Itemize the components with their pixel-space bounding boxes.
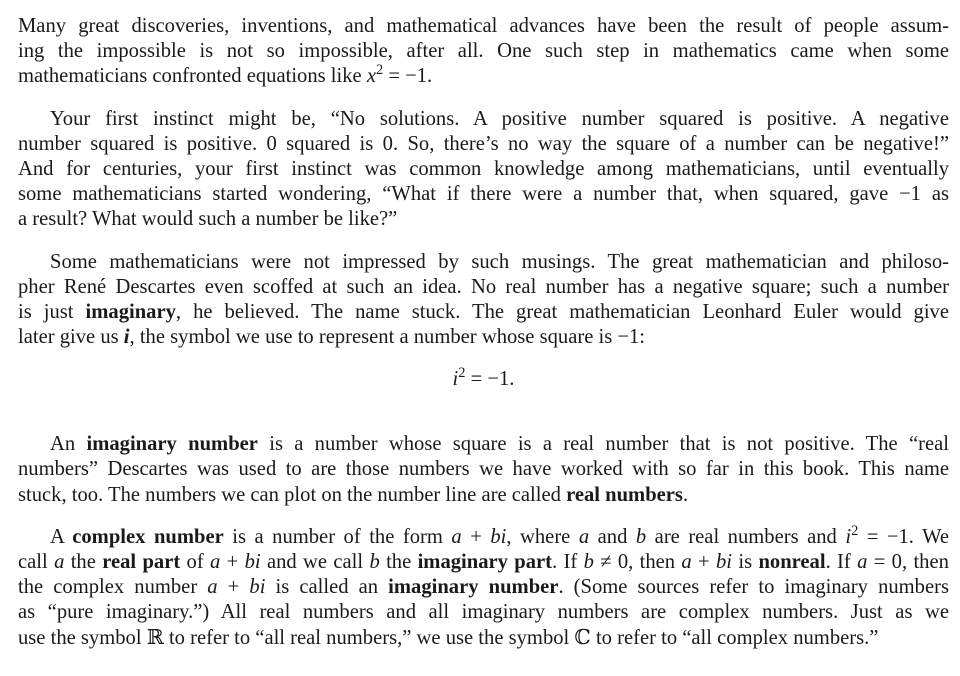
math-variable: a bbox=[578, 525, 590, 548]
superscript: 2 bbox=[375, 62, 384, 79]
text-line bbox=[18, 14, 949, 39]
text-line bbox=[18, 522, 950, 550]
math-variable: a bbox=[54, 551, 65, 573]
text-line bbox=[18, 207, 949, 232]
text-run: the bbox=[379, 551, 418, 573]
text-run: Some mathematicians were not impressed by such musings. The great mathematician and philoso- bbox=[50, 250, 949, 273]
math-variable: x bbox=[366, 65, 376, 88]
text-run: is just bbox=[18, 300, 86, 323]
bold-term: real numbers bbox=[566, 483, 683, 506]
text-run: the bbox=[64, 551, 103, 573]
text-run: the complex number bbox=[18, 576, 208, 599]
text-line bbox=[18, 483, 949, 508]
math-variable: b bbox=[369, 551, 380, 573]
bold-term: imaginary number bbox=[86, 433, 258, 456]
text-run: as “pure imaginary.”) All real numbers and all imaginary numbers are complex numbers. Just as we bbox=[18, 601, 949, 624]
text-run: is called an bbox=[265, 576, 389, 599]
text-run: pher René Descartes even scoffed at such an idea. No real number has a negative square; such a number bbox=[18, 275, 949, 298]
text-line bbox=[18, 457, 949, 482]
text-run: = −1. bbox=[383, 65, 433, 88]
text-line bbox=[18, 132, 949, 157]
bold-term: complex number bbox=[72, 525, 224, 548]
text-run: stuck, too. The numbers we can plot on the number line are called bbox=[18, 483, 567, 506]
text-run: , he believed. The name stuck. The great mathematician Leonhard Euler would give bbox=[175, 300, 949, 323]
text-run: . If bbox=[825, 551, 858, 573]
math-variable: b bbox=[583, 551, 594, 573]
text-run: . (Some sources refer to imaginary numbers bbox=[558, 576, 949, 599]
text-line bbox=[18, 39, 949, 64]
paragraph bbox=[18, 522, 950, 651]
text-run: and bbox=[589, 525, 636, 548]
bold-term: nonreal bbox=[758, 551, 826, 573]
text-run: + bbox=[691, 551, 716, 573]
text-line bbox=[18, 250, 949, 275]
superscript: 2 bbox=[458, 365, 466, 382]
math-variable: a bbox=[210, 551, 221, 573]
text-run: = 0, then bbox=[867, 551, 949, 573]
text-run: + bbox=[217, 576, 250, 599]
bold-term: real part bbox=[102, 551, 181, 573]
display-equation bbox=[18, 367, 949, 392]
text-run: some mathematicians started wondering, “What if there were a number that, when squared, gave −1 as bbox=[18, 183, 949, 206]
text-line bbox=[18, 64, 949, 89]
math-variable: bi bbox=[490, 525, 507, 548]
text-run: call bbox=[18, 551, 55, 573]
math-symbol: i bbox=[123, 326, 130, 349]
text-run: numbers” Descartes was used to are those numbers we have worked with so far in this book. This name bbox=[18, 458, 949, 481]
text-run: is bbox=[732, 551, 759, 573]
text-run: . If bbox=[552, 551, 584, 573]
text-run: = −1. bbox=[465, 368, 515, 391]
paragraph bbox=[18, 432, 949, 508]
math-variable: a bbox=[681, 551, 692, 573]
text-line bbox=[18, 182, 949, 207]
text-run: use the symbol ℝ to refer to “all real numbers,” we use the symbol ℂ to refer to “all complex numbers.” bbox=[18, 626, 879, 649]
text-run: Your first instinct might be, “No solutions. A positive number squared is positive. A negative bbox=[50, 107, 949, 130]
math-variable: b bbox=[635, 525, 647, 548]
bold-term: imaginary bbox=[85, 300, 176, 323]
math-variable: a bbox=[857, 551, 868, 573]
text-line bbox=[18, 325, 949, 350]
text-run: later give us bbox=[18, 326, 124, 349]
math-variable: bi bbox=[716, 551, 733, 573]
text-run: are real numbers and bbox=[646, 525, 846, 548]
text-line bbox=[18, 600, 949, 625]
text-line bbox=[18, 107, 949, 132]
math-variable: bi bbox=[244, 551, 261, 573]
document-page bbox=[18, 14, 949, 668]
text-run: is a number whose square is a real number that is not positive. The “real bbox=[257, 433, 949, 456]
text-line bbox=[18, 626, 949, 651]
text-run: + bbox=[461, 525, 491, 548]
superscript: 2 bbox=[851, 522, 859, 539]
math-variable: a bbox=[207, 576, 218, 599]
text-line bbox=[18, 575, 949, 600]
text-run: a result? What would such a number be like?” bbox=[18, 208, 398, 231]
paragraph bbox=[18, 14, 949, 90]
text-line bbox=[18, 300, 949, 325]
text-run: = −1. We bbox=[858, 525, 950, 548]
text-run: mathematicians confronted equations like bbox=[18, 65, 367, 88]
text-line bbox=[18, 275, 949, 300]
text-run: number squared is positive. 0 squared is 0. So, there’s no way the square of a number can be negative!” bbox=[18, 132, 949, 155]
paragraph bbox=[18, 250, 949, 351]
math-variable: bi bbox=[249, 576, 266, 599]
text-run: An bbox=[50, 433, 87, 456]
text-run: And for centuries, your first instinct was common knowledge among mathematicians, until eventually bbox=[18, 157, 949, 180]
bold-term: imaginary number bbox=[388, 576, 559, 599]
text-line bbox=[18, 550, 949, 575]
text-run: A bbox=[50, 525, 73, 548]
text-run: of bbox=[180, 551, 211, 573]
bold-term: imaginary part bbox=[417, 551, 553, 573]
text-line bbox=[18, 432, 949, 457]
text-run: is a number of the form bbox=[223, 525, 452, 548]
text-run: Many great discoveries, inventions, and mathematical advances have been the result of people assum- bbox=[18, 15, 949, 37]
text-run: , where bbox=[506, 525, 579, 548]
text-run: + bbox=[220, 551, 245, 573]
text-run: ≠ 0, then bbox=[593, 551, 682, 573]
text-run: and we call bbox=[260, 551, 370, 573]
text-run: , the symbol we use to represent a number whose square is −1: bbox=[129, 326, 645, 349]
paragraph bbox=[18, 107, 949, 233]
text-run: ing the impossible is not so impossible, after all. One such step in mathematics came when some bbox=[18, 40, 949, 63]
math-variable: a bbox=[451, 525, 462, 548]
math-variable: i bbox=[845, 525, 852, 548]
text-line bbox=[18, 157, 949, 182]
text-run: . bbox=[682, 483, 689, 506]
math-variable: i bbox=[452, 368, 459, 391]
